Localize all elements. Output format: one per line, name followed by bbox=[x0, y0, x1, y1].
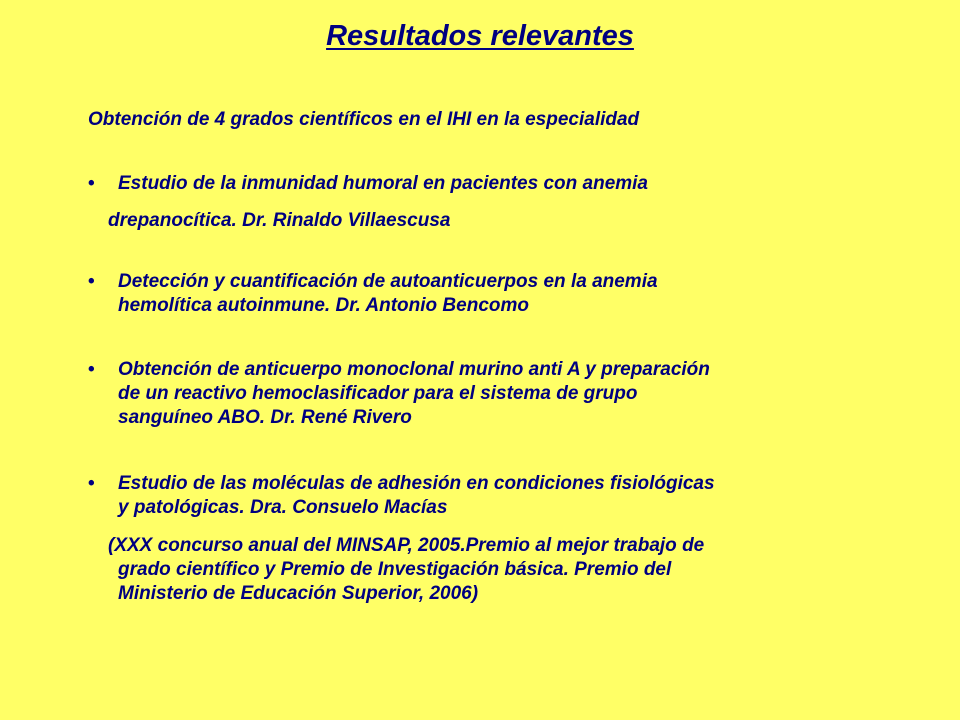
award-note-rest: grado científico y Premio de Investigación básica. Premio del Ministerio de Educación Superior, 2006) bbox=[118, 559, 672, 604]
bullet-item-2 bbox=[88, 270, 888, 318]
bullet-item-1-line2: drepanocítica. Dr. Rinaldo Villaescusa bbox=[108, 210, 451, 231]
award-note bbox=[108, 534, 898, 606]
bullet-icon: • bbox=[88, 359, 95, 380]
bullet-item-1 bbox=[88, 172, 888, 196]
bullet-item-1-line1: Estudio de la inmunidad humoral en pacientes con anemia bbox=[118, 173, 648, 194]
bullet-item-3-text: Obtención de anticuerpo monoclonal murino anti A y preparación de un reactivo hemoclasificador para el sistema de grupo sanguíneo ABO. Dr. René Rivero bbox=[118, 359, 710, 428]
bullet-item-4 bbox=[88, 472, 888, 520]
bullet-item-4-text: Estudio de las moléculas de adhesión en condiciones fisiológicas y patológicas. Dra. Consuelo Macías bbox=[118, 473, 715, 518]
intro-text: Obtención de 4 grados científicos en el IHI en la especialidad bbox=[88, 109, 640, 130]
bullet-icon: • bbox=[88, 173, 95, 194]
slide-title: Resultados relevantes bbox=[326, 20, 634, 52]
award-note-line1: (XXX concurso anual del MINSAP, 2005.Premio al mejor trabajo de bbox=[108, 535, 705, 556]
bullet-icon: • bbox=[88, 271, 95, 292]
bullet-item-2-text: Detección y cuantificación de autoanticuerpos en la anemia hemolítica autoinmune. Dr. Antonio Bencomo bbox=[118, 271, 658, 316]
bullet-item-3 bbox=[88, 358, 888, 430]
bullet-icon: • bbox=[88, 473, 95, 494]
